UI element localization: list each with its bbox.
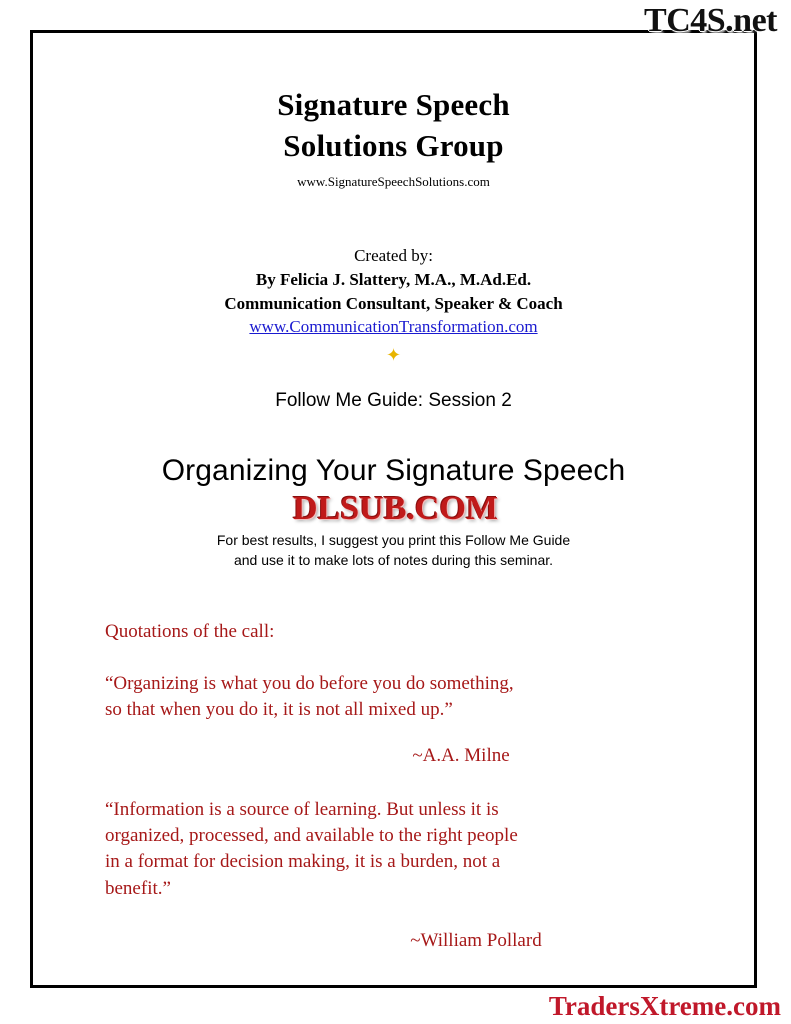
quote-two bbox=[105, 797, 697, 902]
brand-title-line2: Solutions Group bbox=[283, 127, 504, 163]
session-label: Follow Me Guide: Session 2 bbox=[275, 389, 512, 411]
quote-one-line1: “Organizing is what you do before you do something, bbox=[105, 672, 514, 694]
quote-one bbox=[105, 671, 697, 723]
author-role: Communication Consultant, Speaker & Coach bbox=[224, 293, 563, 313]
page-title: Organizing Your Signature Speech bbox=[161, 453, 626, 487]
brand-title-line1: Signature Speech bbox=[277, 87, 510, 122]
print-instructions bbox=[60, 530, 727, 571]
quote-one-line2: so that when you do it, it is not all mixed up.” bbox=[105, 698, 453, 720]
created-by-block bbox=[60, 245, 727, 364]
print-instructions-line2: and use it to make lots of notes during this seminar. bbox=[233, 552, 554, 569]
watermark-top-right: TC4S.net bbox=[644, 2, 777, 39]
print-instructions-line1: For best results, I suggest you print this Follow Me Guide bbox=[216, 531, 571, 548]
quote-one-attribution: ~A.A. Milne bbox=[412, 745, 510, 767]
author-website-link[interactable]: www.CommunicationTransformation.com bbox=[249, 317, 538, 337]
watermark-bottom-right: TradersXtreme.com bbox=[548, 991, 781, 1021]
brand-title bbox=[60, 85, 727, 167]
quote-two-line3: in a format for decision making, it is a burden, not a bbox=[105, 851, 501, 873]
quote-two-attribution: ~William Pollard bbox=[410, 929, 542, 951]
quotations-heading: Quotations of the call: bbox=[105, 620, 275, 642]
watermark-center: DLSUB.COM bbox=[293, 490, 498, 527]
created-by-label: Created by: bbox=[354, 245, 433, 265]
author-name: By Felicia J. Slattery, M.A., M.Ad.Ed. bbox=[255, 269, 532, 289]
quote-two-line4: benefit.” bbox=[105, 877, 171, 899]
quotations-section bbox=[60, 621, 727, 952]
quote-two-line1: “Information is a source of learning. But unless it is bbox=[105, 799, 499, 821]
star-bullet-icon: ✦ bbox=[385, 344, 402, 365]
brand-url: www.SignatureSpeechSolutions.com bbox=[297, 173, 490, 189]
quote-two-line2: organized, processed, and available to the right people bbox=[105, 825, 518, 847]
